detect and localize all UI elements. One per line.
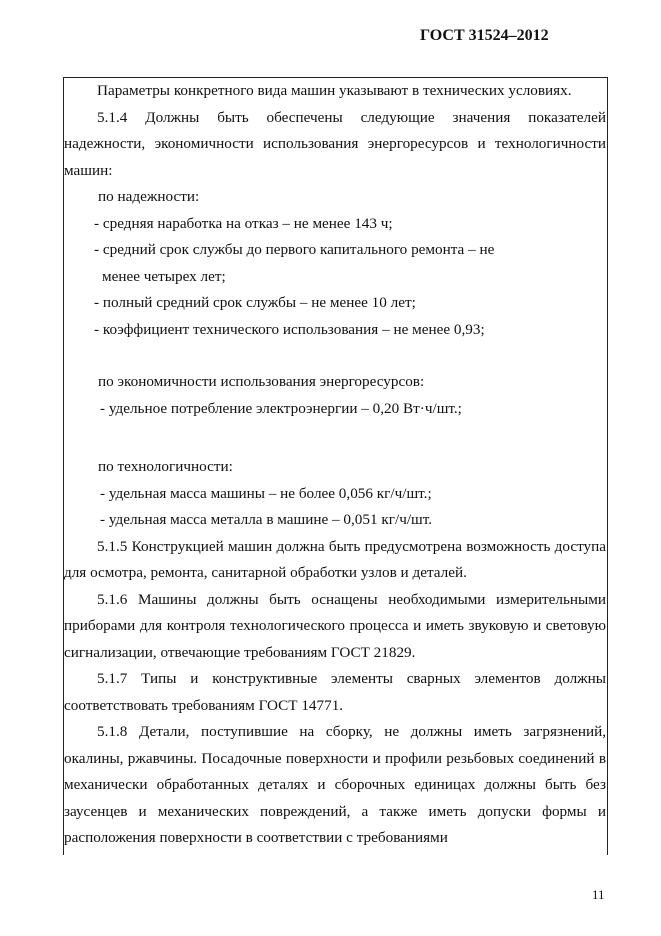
list-item: - удельное потребление электроэнергии – 0,20 Вт·ч/шт.; — [100, 399, 462, 417]
list-item: - удельная масса машины – не более 0,056 кг/ч/шт.; — [100, 484, 432, 502]
spacer — [64, 422, 606, 454]
section-5-1-5: 5.1.5 Конструкцией машин должна быть предусмотрена возможность доступа для осмотра, ремонта, санитарной обработки узлов и деталей. — [64, 537, 606, 581]
tech-heading: по технологичности: — [98, 458, 233, 475]
document-body — [64, 78, 606, 852]
page-number: 11 — [592, 887, 605, 902]
list-item: - средняя наработка на отказ – не менее 143 ч; — [94, 214, 393, 232]
section-5-1-7: 5.1.7 Типы и конструктивные элементы сварных элементов должны соответствовать требованиям ГОСТ 14771. — [64, 670, 606, 714]
section-5-1-4: 5.1.4 Должны быть обеспечены следующие значения показателей надежности, экономичности использования энергоресурсов и технологичности машин: — [64, 108, 606, 179]
section-5-1-8: 5.1.8 Детали, поступившие на сборку, не должны иметь загрязнений, окалины, ржавчины. Посадочные поверхности и профили резьбовых соединений в механически обработанных деталях и сборочных единицах должны быть без заусенцев и механических повреждений, а также иметь допуски формы и расположения поверхности в соответствии с требованиями — [64, 723, 606, 846]
list-item-continuation: менее четырех лет; — [102, 267, 226, 285]
reliability-heading: по надежности: — [98, 188, 200, 205]
energy-list — [64, 396, 606, 423]
list-item: - полный средний срок службы – не менее 10 лет; — [94, 294, 416, 311]
spacer — [64, 343, 606, 369]
section-5-1-6: 5.1.6 Машины должны быть оснащены необходимыми измерительными приборами для контроля технологического процесса и иметь звуковую и световую сигнализации, отвечающие требованиям ГОСТ 21829. — [64, 590, 606, 661]
list-item: - коэффициент технического использования – не менее 0,93; — [94, 320, 485, 338]
list-item: - удельная масса металла в машине – 0,051 кг/ч/шт. — [100, 511, 433, 528]
intro-paragraph: Параметры конкретного вида машин указывают в технических условиях. — [97, 82, 572, 99]
standard-code: ГОСТ 31524–2012 — [420, 27, 549, 44]
tech-list — [64, 481, 606, 534]
energy-heading: по экономичности использования энергоресурсов: — [98, 373, 425, 390]
reliability-list — [64, 211, 606, 344]
list-item: - средний срок службы до первого капитального ремонта – не — [94, 241, 495, 258]
